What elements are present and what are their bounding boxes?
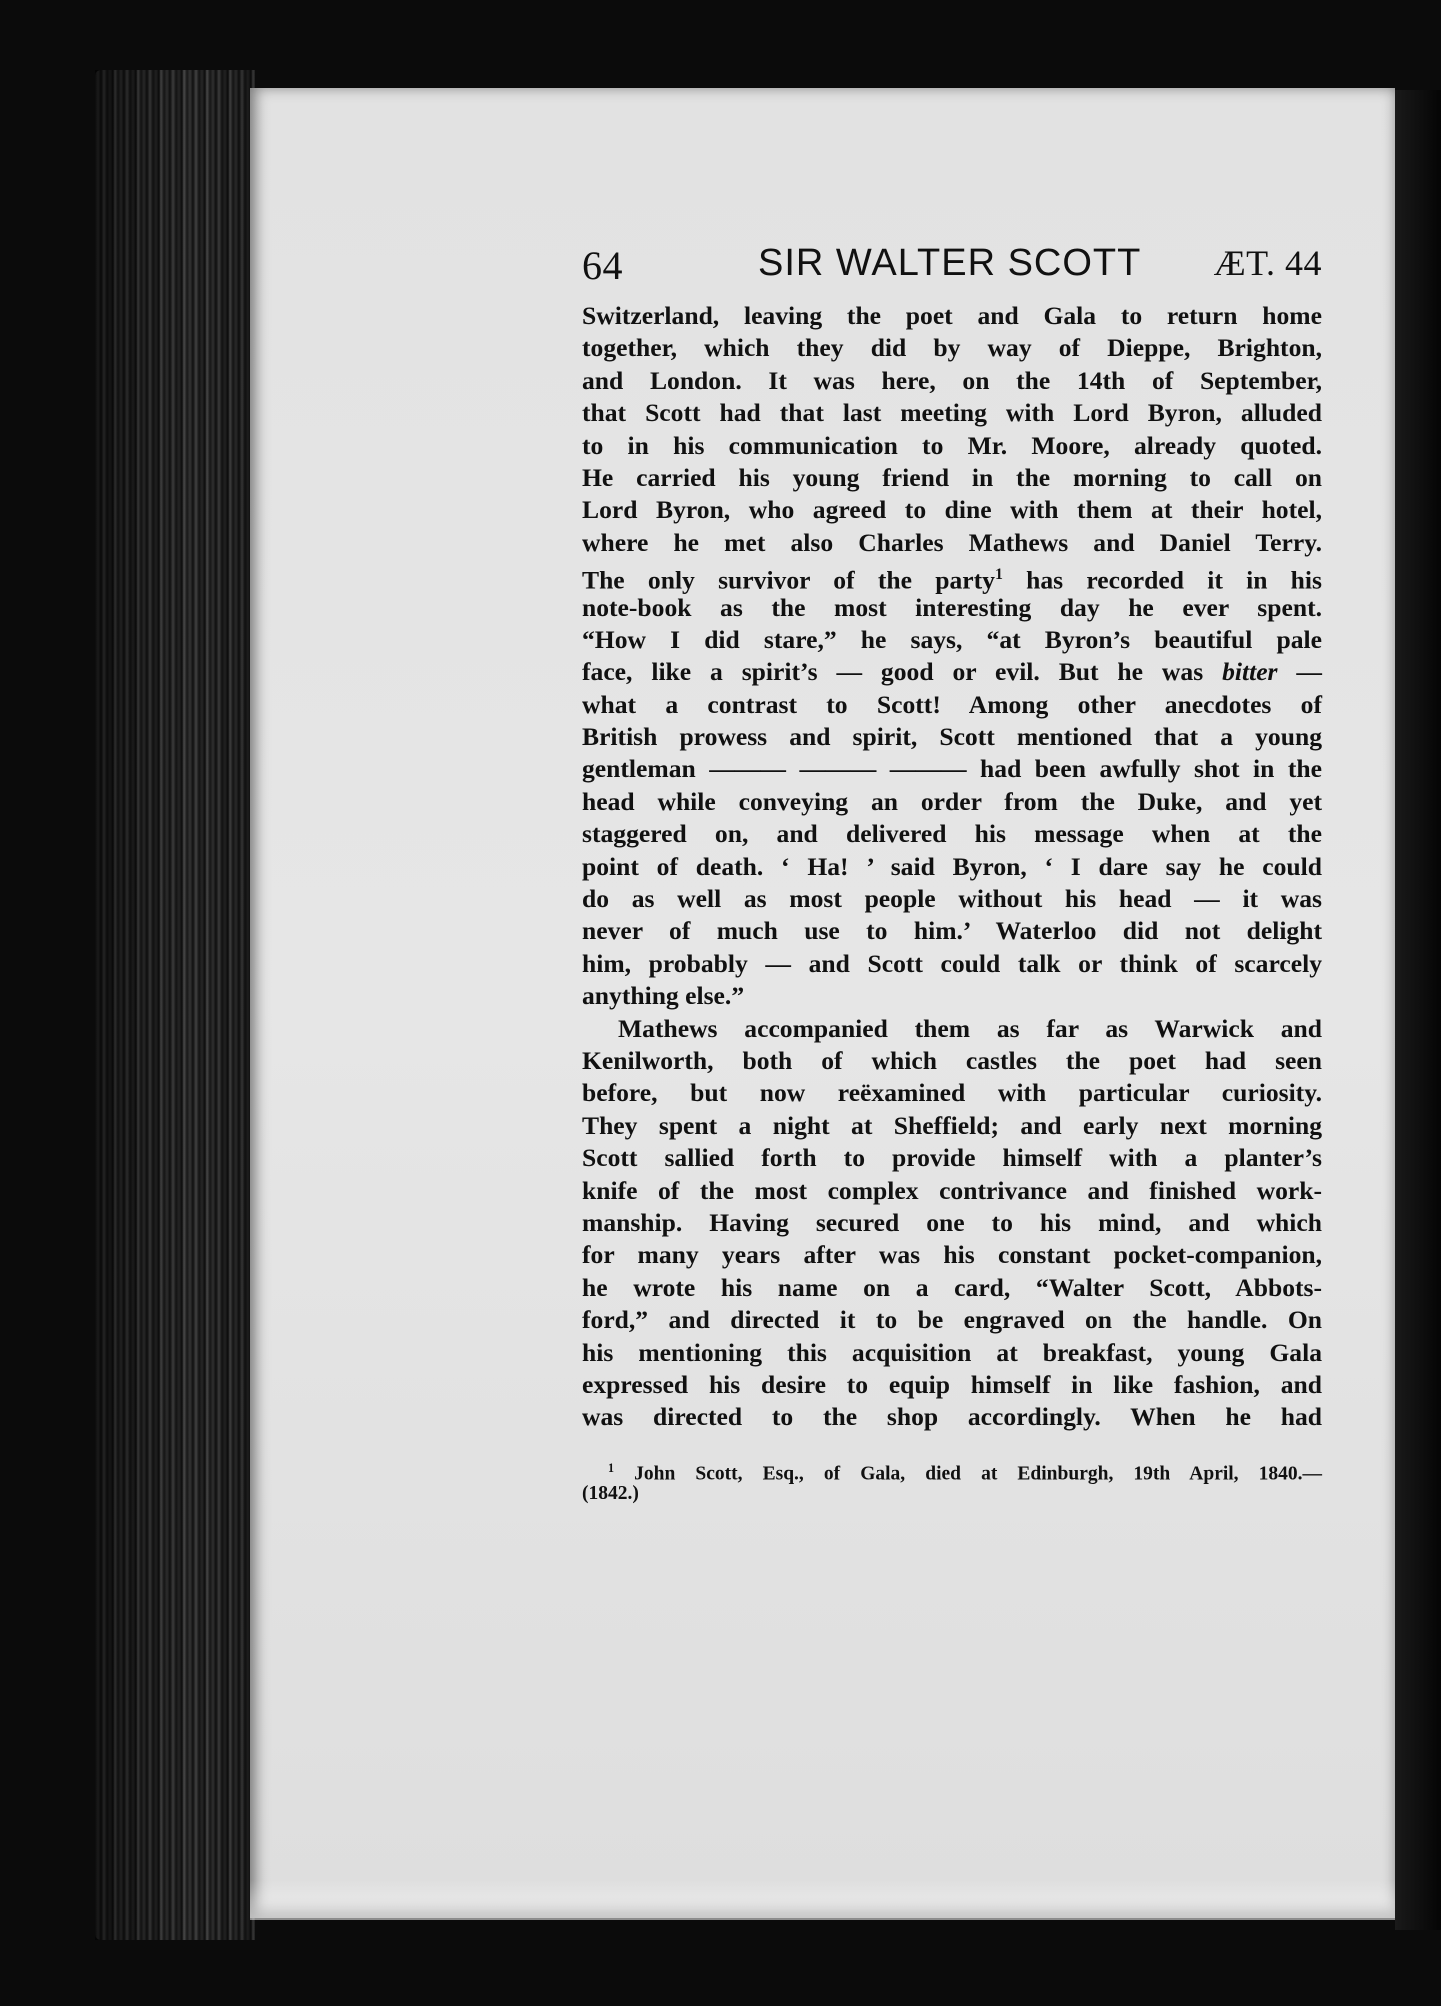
text-line: and London. It was here, on the 14th of September, bbox=[582, 365, 1322, 395]
text-line: He carried his young friend in the morning to call on bbox=[582, 462, 1322, 492]
page-text-block bbox=[582, 242, 1322, 1506]
text-line: gentleman ——— ——— ——— had been awfully shot in the bbox=[582, 754, 1322, 784]
running-head bbox=[582, 242, 1322, 300]
running-title: SIR WALTER SCOTT bbox=[758, 242, 1142, 284]
text-line: They spent a night at Sheffield; and early next morning bbox=[582, 1110, 1322, 1140]
text-line: Mathews accompanied them as far as Warwick and bbox=[618, 1013, 1322, 1043]
footnote-text: John Scott, Esq., of Gala, died at Edinburgh, 19th April, 1840.— bbox=[634, 1463, 1323, 1485]
text-line: anything else.” bbox=[582, 981, 745, 1011]
text-line: him, probably — and Scott could talk or think of scarcely bbox=[582, 948, 1322, 978]
text-line: knife of the most complex contrivance and finished work- bbox=[582, 1175, 1322, 1205]
text-line: British prowess and spirit, Scott mentioned that a young bbox=[582, 722, 1322, 752]
text-line bbox=[582, 559, 1322, 595]
text-line: was directed to the shop accordingly. When he had bbox=[582, 1402, 1322, 1432]
text-line: Lord Byron, who agreed to dine with them at their hotel, bbox=[582, 495, 1322, 525]
text-segment: — bbox=[1277, 657, 1323, 687]
footnote-reference: 1 bbox=[994, 566, 1003, 584]
text-line: ford,” and directed it to be engraved on the handle. On bbox=[582, 1305, 1322, 1335]
text-line: his mentioning this acquisition at breakfast, young Gala bbox=[582, 1337, 1322, 1367]
page-number: 64 bbox=[582, 243, 623, 288]
text-segment: has recorded it in his bbox=[1002, 565, 1322, 595]
text-line: he wrote his name on a card, “Walter Scott, Abbots- bbox=[582, 1272, 1322, 1302]
text-line: staggered on, and delivered his message when at the bbox=[582, 819, 1322, 849]
text-line: Switzerland, leaving the poet and Gala to return home bbox=[582, 301, 1322, 330]
footnote bbox=[582, 1456, 1322, 1506]
text-line: expressed his desire to equip himself in like fashion, and bbox=[582, 1369, 1322, 1399]
footnote-line: (1842.) bbox=[582, 1482, 639, 1504]
text-line: Scott sallied forth to provide himself with a planter’s bbox=[582, 1143, 1322, 1173]
text-segment: face, like a spirit’s — good or evil. But he was bbox=[582, 657, 1204, 687]
body-text bbox=[582, 300, 1322, 1434]
text-line: manship. Having secured one to his mind, and which bbox=[582, 1207, 1322, 1237]
text-line: never of much use to him.’ Waterloo did not delight bbox=[582, 916, 1322, 946]
text-line: head while conveying an order from the Duke, and yet bbox=[582, 786, 1322, 816]
age-marker: ÆT. 44 bbox=[1213, 243, 1322, 283]
text-line: point of death. ‘ Ha! ’ said Byron, ‘ I dare say he could bbox=[582, 851, 1322, 881]
text-line: before, but now reëxamined with particular curiosity. bbox=[582, 1078, 1322, 1108]
text-line: “How I did stare,” he says, “at Byron’s beautiful pale bbox=[582, 624, 1322, 654]
text-segment: The only survivor of the party bbox=[582, 565, 995, 595]
footnote-mark: 1 bbox=[608, 1460, 615, 1475]
page-right-edge bbox=[1395, 90, 1441, 1930]
binding-shadow bbox=[95, 70, 255, 1940]
page-bottom-edge bbox=[250, 1880, 1395, 1920]
text-line: Kenilworth, both of which castles the poet had seen bbox=[582, 1045, 1322, 1075]
text-line: for many years after was his constant pocket-companion, bbox=[582, 1240, 1322, 1270]
text-line: where he met also Charles Mathews and Daniel Terry. bbox=[582, 527, 1322, 557]
italic-word: bitter bbox=[1222, 657, 1278, 687]
text-line bbox=[582, 656, 1322, 688]
text-line: that Scott had that last meeting with Lord Byron, alluded bbox=[582, 398, 1322, 428]
footnote-line bbox=[582, 1456, 1323, 1485]
text-line: to in his communication to Mr. Moore, already quoted. bbox=[582, 430, 1322, 460]
text-line: do as well as most people without his head — it was bbox=[582, 884, 1322, 914]
text-line: what a contrast to Scott! Among other anecdotes of bbox=[582, 689, 1322, 719]
text-line: together, which they did by way of Dieppe, Brighton, bbox=[582, 333, 1322, 363]
text-line: note-book as the most interesting day he ever spent. bbox=[582, 592, 1322, 622]
